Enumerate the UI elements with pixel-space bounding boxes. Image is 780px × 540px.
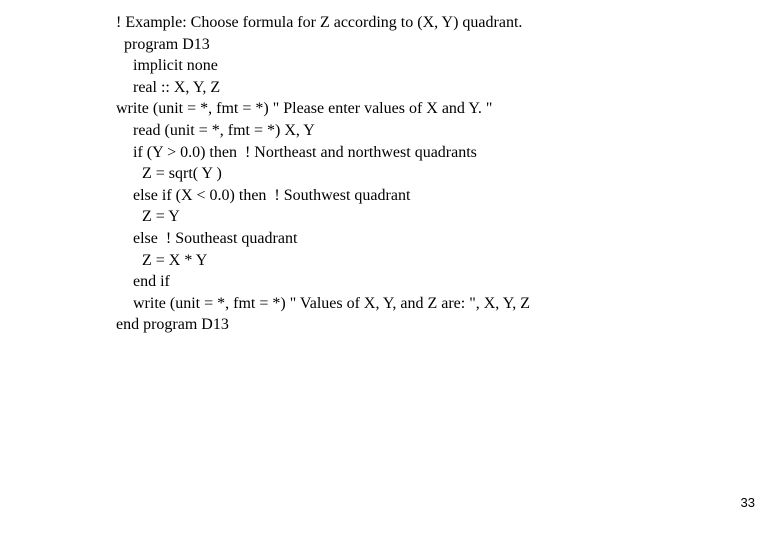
code-line-write-prompt: write (unit = *, fmt = *) " Please enter values of X and Y. ": [116, 100, 493, 118]
code-line-if: if (Y > 0.0) then ! Northeast and northwest quadrants: [133, 143, 477, 161]
code-line-end-program: end program D13: [116, 316, 229, 334]
code-line-comment: ! Example: Choose formula for Z according to (X, Y) quadrant.: [116, 14, 523, 31]
code-line-declaration: real :: X, Y, Z: [133, 78, 221, 96]
code-line-program: program D13: [124, 35, 210, 53]
code-line-write-results: write (unit = *, fmt = *) " Values of X, Y, and Z are: ", X, Y, Z: [133, 294, 530, 312]
code-line-assign-sqrt: Z = sqrt( Y ): [142, 165, 222, 183]
code-line-implicit: implicit none: [133, 57, 218, 75]
page-number: 33: [740, 495, 755, 510]
code-line-else-if: else if (X < 0.0) then ! Southwest quadrant: [133, 186, 411, 204]
code-line-else: else ! Southeast quadrant: [133, 230, 298, 247]
code-line-read: read (unit = *, fmt = *) X, Y: [133, 122, 315, 139]
code-line-assign-y: Z = Y: [142, 208, 180, 226]
code-line-end-if: end if: [133, 273, 170, 291]
code-line-assign-product: Z = X * Y: [142, 251, 208, 269]
